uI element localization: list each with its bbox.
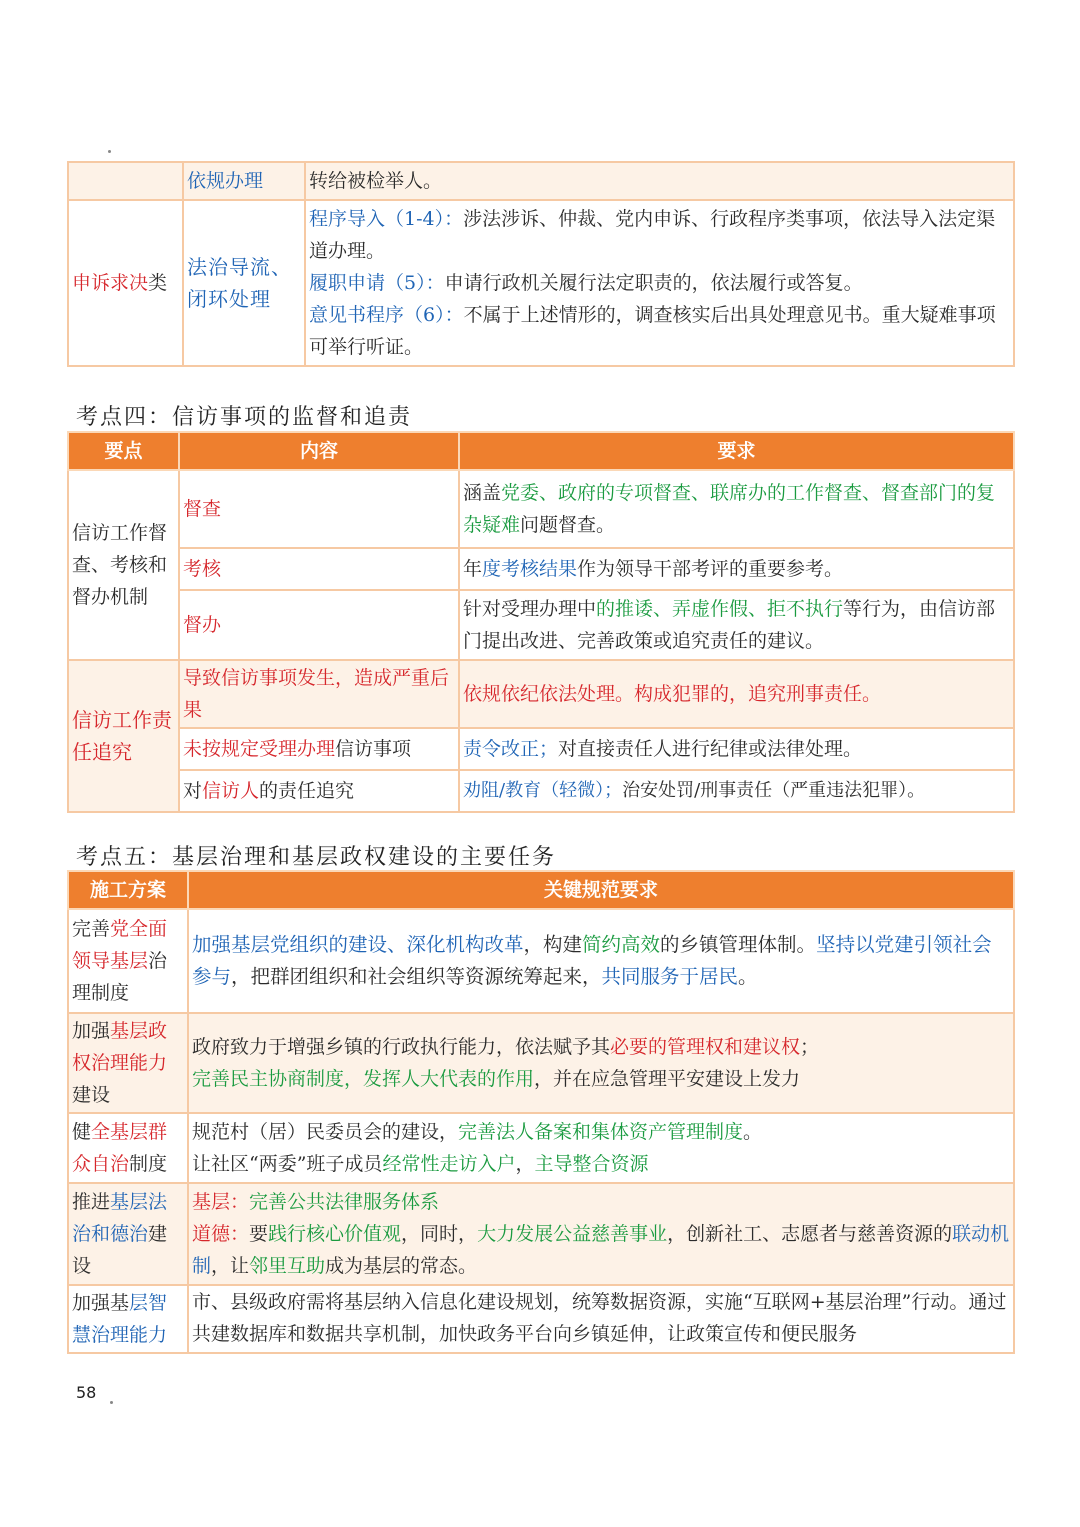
requirement-line: 让社区“两委”班子成员经常性走访入户，主导整合资源 bbox=[192, 1153, 649, 1175]
table-row bbox=[68, 200, 1014, 366]
page-number: 58 bbox=[76, 1383, 97, 1402]
procedure-item: 意见书程序（6）：不属于上述情形的，调查核实后出具处理意见书。重大疑难事项可举行听证。 bbox=[309, 304, 996, 358]
section-four-title: 考点四：信访事项的监督和追责 bbox=[76, 405, 413, 430]
plan-label: 完善党全面领导基层治理制度 bbox=[68, 909, 188, 1013]
requirement-line: 基层：完善公共法律服务体系 bbox=[192, 1191, 440, 1213]
table-row bbox=[68, 1113, 1014, 1183]
procedure-item: 程序导入（1-4）：涉法涉诉、仲裁、党内申诉、行政程序类事项，依法导入法定渠道办理。 bbox=[309, 208, 996, 262]
table-row bbox=[68, 1013, 1014, 1113]
plan-label: 推进基层法治和德治建设 bbox=[68, 1183, 188, 1285]
page-dot bbox=[110, 1401, 113, 1404]
plan-label: 加强基层政权治理能力建设 bbox=[68, 1013, 188, 1113]
table-row bbox=[68, 660, 1014, 728]
row-requirement: 年度考核结果作为领导干部考评的重要参考。 bbox=[459, 548, 1014, 590]
table-row bbox=[68, 162, 1014, 200]
empty-cell bbox=[68, 162, 183, 200]
table-row bbox=[68, 1285, 1014, 1353]
mechanism-label: 信访工作督查、考核和督办机制 bbox=[68, 470, 179, 660]
row-requirement: 针对受理办理中的推诿、弄虚作假、拒不执行等行为，由信访部门提出改进、完善政策或追究责任的建议。 bbox=[459, 590, 1014, 660]
table-governance bbox=[67, 870, 1015, 1354]
table-row bbox=[68, 548, 1014, 590]
method-label: 法治导流、闭环处理 bbox=[183, 200, 305, 366]
plan-requirement bbox=[188, 1113, 1014, 1183]
plan-requirement: 市、县级政府需将基层纳入信息化建设规划，统筹数据资源，实施“互联网+基层治理”行动。通过共建数据库和数据共享机制，加快政务平台向乡镇延伸，让政策宣传和便民服务 bbox=[188, 1285, 1014, 1353]
row-content: 督办 bbox=[179, 590, 459, 660]
column-header: 施工方案 bbox=[68, 871, 188, 909]
table-row bbox=[68, 590, 1014, 660]
procedure-item: 履职申请（5）：申请行政机关履行法定职责的，依法履行或答复。 bbox=[309, 272, 863, 294]
plan-requirement: 政府致力于增强乡镇的行政执行能力，依法赋予其必要的管理权和建议权；完善民主协商制度，发挥人大代表的作用，并在应急管理平安建设上发力 bbox=[188, 1013, 1014, 1113]
plan-label: 加强基层智慧治理能力 bbox=[68, 1285, 188, 1353]
table-row bbox=[68, 1183, 1014, 1285]
row-content: 督查 bbox=[179, 470, 459, 548]
table-supervision bbox=[67, 431, 1015, 813]
page-dot bbox=[108, 150, 111, 153]
category-label: 申诉求决类 bbox=[68, 200, 183, 366]
accountability-label: 信访工作责任追究 bbox=[68, 660, 179, 812]
table-row bbox=[68, 728, 1014, 770]
row-content: 考核 bbox=[179, 548, 459, 590]
requirement-line: 规范村（居）民委员会的建设，完善法人备案和集体资产管理制度。 bbox=[192, 1121, 763, 1143]
row-content: 未按规定受理办理信访事项 bbox=[179, 728, 459, 770]
row-requirement: 责令改正；对直接责任人进行纪律或法律处理。 bbox=[459, 728, 1014, 770]
table-appeal bbox=[67, 161, 1015, 367]
column-header: 要点 bbox=[68, 432, 179, 470]
row-requirement: 涵盖党委、政府的专项督查、联席办的工作督查、督查部门的复杂疑难问题督查。 bbox=[459, 470, 1014, 548]
plan-requirement bbox=[188, 1183, 1014, 1285]
row-content: 导致信访事项发生，造成严重后果 bbox=[179, 660, 459, 728]
row-requirement: 劝阻/教育（轻微）；治安处罚/刑事责任（严重违法犯罪）。 bbox=[459, 770, 1014, 812]
table-row bbox=[68, 770, 1014, 812]
column-header: 内容 bbox=[179, 432, 459, 470]
table-header-row bbox=[68, 432, 1014, 470]
table-header-row bbox=[68, 871, 1014, 909]
handling-text: 转给被检举人。 bbox=[305, 162, 1014, 200]
requirement-line: 道德：要践行核心价值观，同时，大力发展公益慈善事业，创新社工、志愿者与慈善资源的联动机制，让邻里互助成为基层的常态。 bbox=[192, 1223, 1010, 1277]
plan-label: 健全基层群众自治制度 bbox=[68, 1113, 188, 1183]
row-content: 对信访人的责任追究 bbox=[179, 770, 459, 812]
section-five-title: 考点五：基层治理和基层政权建设的主要任务 bbox=[76, 845, 557, 870]
table-row bbox=[68, 470, 1014, 548]
plan-requirement: 加强基层党组织的建设、深化机构改革，构建简约高效的乡镇管理体制。坚持以党建引领社会参与，把群团组织和社会组织等资源统筹起来，共同服务于居民。 bbox=[188, 909, 1014, 1013]
column-header: 要求 bbox=[459, 432, 1014, 470]
column-header: 关键规范要求 bbox=[188, 871, 1014, 909]
row-requirement: 依规依纪依法处理。构成犯罪的，追究刑事责任。 bbox=[459, 660, 1014, 728]
procedure-list bbox=[305, 200, 1014, 366]
handling-label: 依规办理 bbox=[183, 162, 305, 200]
table-row bbox=[68, 909, 1014, 1013]
